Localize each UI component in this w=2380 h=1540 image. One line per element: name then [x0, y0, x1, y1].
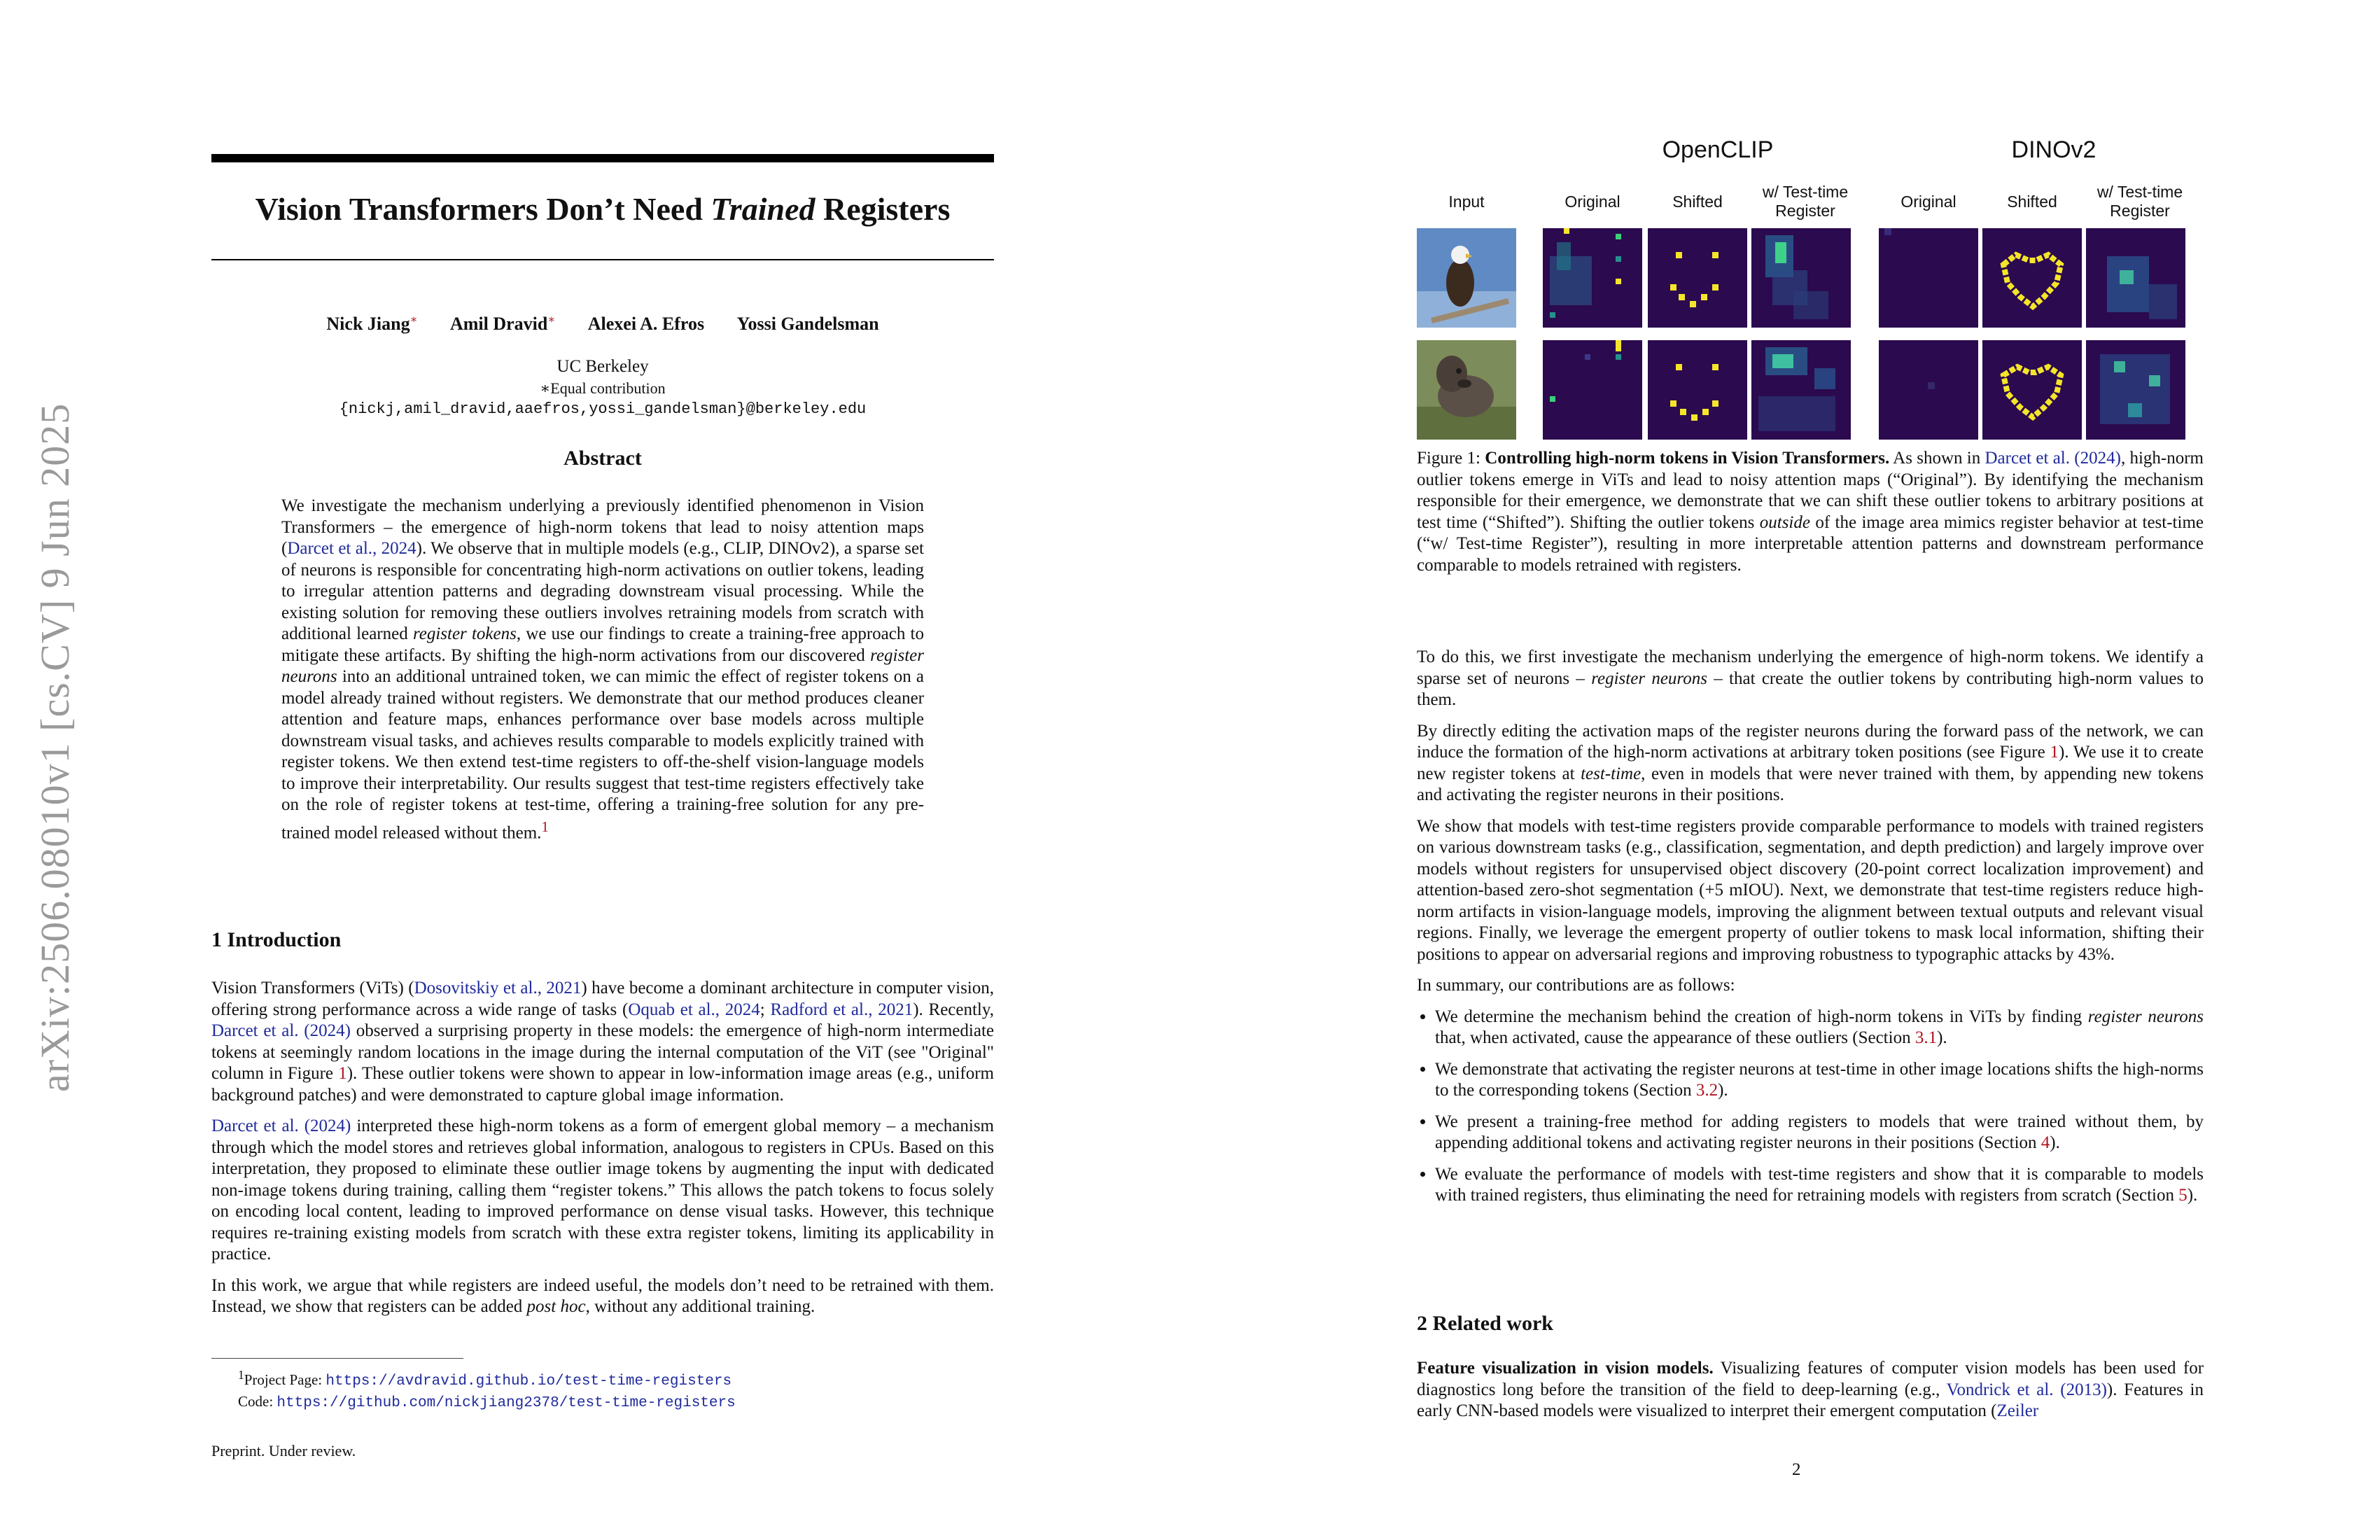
intro-paragraph-2: Darcet et al. (2024) interpreted these high-norm tokens as a form of emergent global memory – a mechanism through which the model stores and retrieves global information, analogous to registers in CPUs. Based on this interpretation, they proposed to eliminate these outlier image tokens by augmenting the input with dedicated non-image tokens during training, calling them “register tokens.” This allows the patch tokens to focus solely on encoding local content, leading to improved performance on dense visual tasks. However, this technique requires re-training existing models from scratch with these extra register tokens, limiting its applicability in practice.: [211, 1116, 994, 1264]
equal-contribution-note: ∗Equal contribution: [540, 379, 666, 397]
author-3: Alexei A. Efros: [587, 313, 705, 334]
author-1: Nick Jiang∗: [326, 313, 418, 334]
heatmap-dinov2-test-time-register: [2086, 228, 2185, 328]
citation-radford-2021[interactable]: Radford et al., 2021: [770, 1000, 913, 1019]
list-item: • We present a training-free method for adding registers to models that were trained without them, by appending additional tokens and activating register neurons in their positions (Section 4).: [1435, 1112, 2204, 1154]
abstract-heading: Abstract: [564, 447, 642, 470]
section-ref[interactable]: 3.2: [1695, 1081, 1718, 1100]
footnote: $^1$Project Page: https://avdravid.github.io/test-time-registers Code: https://github.com/nickjiang2378/test-time-registers: [238, 1368, 736, 1411]
contributions-list: [1417, 1007, 2204, 1207]
citation-darcet-2024[interactable]: Darcet et al. (2024): [211, 1021, 351, 1040]
intro-paragraph-1: Vision Transformers (ViTs) (Dosovitskiy et al., 2021) have become a dominant architecture in computer vision, offering strong performance across a wide range of tasks (Oquab et al., 2024; Radford et al., 2021). Recently, Darcet et al. (2024) observed a surprising property in these models: the emergence of high-norm intermediate tokens at seemingly random locations in the image during the internal computation of the ViT (see "Original" column in Figure 1). These outlier tokens were shown to appear in low-information image areas (e.g., uniform background patches) and were demonstrated to capture global image information.: [211, 979, 994, 1105]
citation-oquab-2024[interactable]: Oquab et al., 2024: [628, 1000, 760, 1019]
related-work-body: [1417, 1358, 2204, 1432]
citation-dosovitskiy-2021[interactable]: Dosovitskiy et al., 2021: [414, 979, 582, 997]
heatmap-openclip-shifted-row2: [1648, 340, 1747, 440]
footnote-rule: [211, 1358, 463, 1359]
figure-ref[interactable]: 1: [2050, 743, 2059, 762]
right-paragraph-3: We show that models with test-time registers provide comparable performance to models with trained registers on various downstream tasks (e.g., classification, segmentation, and depth prediction) and largely improve over models without registers for unsupervised object discovery (20-point correct localization improvement) and attention-based zero-shot segmentation (+5 mIOU). Next, we demonstrate that test-time registers reduce high-norm artifacts in vision-language models, improving the alignment between textual outputs and relevant visual regions. Finally, we leverage the emergent property of outlier tokens to mask local information, shifting their positions to appear on adversarial regions and improving robustness to typographic attacks by 43%.: [1417, 816, 2204, 964]
abstract-paragraph: We investigate the mechanism underlying a previously identified phenomenon in Vision Transformers – the emergence of high-norm tokens that lead to noisy attention maps (Darcet et al., 2024). We observe that in multiple models (e.g., CLIP, DINOv2), a sparse set of neurons is responsible for concentrating high-norm activations on outlier tokens, leading to irregular attention patterns and degrading downstream visual processing. While the existing solution for removing these outliers involves retraining models from scratch with additional learned register tokens, we use our findings to create a training-free approach to mitigate these artifacts. By shifting the high-norm activations from our discovered register neurons into an additional untrained token, we can mimic the effect of register tokens on a model already trained without registers. We demonstrate that our method produces cleaner attention and feature maps, enhances performance over base models across multiple downstream visual tasks, and achieves results comparable to models explicitly trained with register tokens. We then extend test-time registers to off-the-shelf vision-language models to improve their interpretability. Our results suggest that test-time registers effectively take on the role of register tokens at test-time, offering a training-free solution for any pre-trained model released without them.$^1$: [281, 496, 924, 842]
figure-caption: [1417, 448, 2204, 586]
heatmap-openclip-original: [1543, 228, 1642, 328]
introduction-body: [211, 978, 994, 1328]
intro-paragraph-3: In this work, we argue that while registers are indeed useful, the models don’t need to be retrained with them. Instead, we show that registers can be added post hoc, without any additional training.: [211, 1275, 994, 1316]
col-label-test-time-register: w/ Test-time Register: [2096, 183, 2183, 220]
title-italic: Trained: [710, 191, 816, 227]
author-emails: {nickj,amil_dravid,aaefros,yossi_gandelsman}@berkeley.edu: [339, 400, 867, 418]
footnote-ref[interactable]: 1: [541, 818, 549, 835]
section-ref[interactable]: 3.1: [1914, 1028, 1938, 1047]
heatmap-openclip-test-time-register: [1751, 228, 1851, 328]
paper-title: [211, 190, 994, 227]
heatmap-dinov2-test-time-register-row2: [2086, 340, 2185, 440]
title-rule-top: [211, 154, 994, 162]
caption-text: Figure 1: Controlling high-norm tokens in Vision Transformers. As shown in Darcet et al. (2024), high-norm outlier tokens emerge in ViTs and lead to noisy attention maps (“Original”). By identifying the mechanism responsible for their emergence, we demonstrate that we can shift these outlier tokens to arbitrary positions at test time (“Shifted”). Shifting the outlier tokens outside of the image area mimics register behavior at test-time (“w/ Test-time Register”), resulting in more interpretable attention patterns and downstream performance comparable to models retrained with registers.: [1417, 449, 2204, 575]
author-2: Amil Dravid∗: [449, 313, 556, 334]
page-number: 2: [1792, 1460, 1801, 1479]
input-image-eagle: [1417, 228, 1516, 328]
col-label-input: Input: [1448, 192, 1485, 211]
col-label-original: Original: [1564, 192, 1620, 211]
heatmap-openclip-original-row2: [1543, 340, 1642, 440]
list-item: • We determine the mechanism behind the creation of high-norm tokens in ViTs by finding register neurons that, when activated, cause the appearance of these outliers (Section 3.1).: [1435, 1007, 2204, 1049]
abstract-body: [281, 496, 924, 853]
right-paragraph-1: To do this, we first investigate the mechanism underlying the emergence of high-norm tokens. We identify a sparse set of neurons – register neurons – that create the outlier tokens by contributing high-norm values to them.: [1417, 648, 2204, 709]
col-label-shifted: Shifted: [2007, 192, 2057, 211]
heatmap-dinov2-shifted-row2: [1982, 340, 2082, 440]
col-label-original: Original: [1900, 192, 1956, 211]
related-paragraph-1: Feature visualization in vision models. Visualizing features of computer vision models has been used for diagnostics long before the transition of the field to deep-learning (e.g., Vondrick et al. (2013)). Features in early CNN-based models were visualized to interpret their emergent computation (Zeiler: [1417, 1359, 2204, 1420]
arxiv-stamp: arXiv:2506.08010v1 [cs.CV] 9 Jun 2025: [32, 402, 78, 1092]
group-label-dinov2: DINOv2: [2011, 136, 2096, 163]
col-label-shifted: Shifted: [1672, 192, 1723, 211]
section-ref[interactable]: 5: [2178, 1186, 2188, 1205]
title-part1: Vision Transformers Don’t Need: [255, 191, 711, 227]
right-paragraph-2: By directly editing the activation maps of the register neurons during the forward pass of the network, we can induce the formation of the high-norm activations at arbitrary token positions (see Figure 1). We use it to create new register tokens at test-time, even in models that were never trained with them, by appending new tokens and activating the register neurons in their positions.: [1417, 721, 2204, 804]
heatmap-dinov2-original: [1879, 228, 1978, 328]
preprint-note: Preprint. Under review.: [211, 1442, 356, 1460]
section-ref[interactable]: 4: [2040, 1133, 2050, 1152]
author-list: [211, 312, 994, 335]
heatmap-openclip-test-time-register-row2: [1751, 340, 1851, 440]
affiliation: UC Berkeley: [556, 357, 649, 376]
section-heading-related-work: 2 Related work: [1417, 1312, 1553, 1335]
right-paragraph-4: In summary, our contributions are as follows:: [1417, 976, 1735, 995]
citation-vondrick-2013[interactable]: Vondrick et al. (2013): [1946, 1380, 2107, 1399]
project-page-link[interactable]: https://avdravid.github.io/test-time-registers: [326, 1373, 732, 1390]
citation-darcet-2024[interactable]: Darcet et al. (2024): [1984, 449, 2121, 468]
citation-zeiler[interactable]: Zeiler: [1996, 1401, 2039, 1420]
title-rule-bottom: [211, 259, 994, 260]
code-link[interactable]: https://github.com/nickjiang2378/test-time-registers: [276, 1395, 736, 1411]
right-column-body: [1417, 647, 2204, 1217]
input-image-dog: [1417, 340, 1516, 440]
list-item: • We demonstrate that activating the register neurons at test-time in other image locations shifts the high-norms to the corresponding tokens (Section 3.2).: [1435, 1059, 2204, 1102]
heatmap-dinov2-shifted: [1982, 228, 2082, 328]
col-label-test-time-register: w/ Test-time Register: [1762, 183, 1849, 220]
heatmap-openclip-shifted: [1648, 228, 1747, 328]
group-label-openclip: OpenCLIP: [1662, 136, 1774, 163]
citation-darcet-2024[interactable]: Darcet et al. (2024): [211, 1116, 351, 1135]
figure-ref[interactable]: 1: [338, 1064, 347, 1083]
figure-1: [1417, 136, 2204, 444]
citation-darcet-2024[interactable]: Darcet et al., 2024: [287, 539, 416, 558]
author-4: Yossi Gandelsman: [736, 313, 879, 334]
heatmap-dinov2-original-row2: [1879, 340, 1978, 440]
section-heading-introduction: 1 Introduction: [211, 928, 342, 951]
title-part2: Registers: [815, 191, 951, 227]
list-item: • We evaluate the performance of models with test-time registers and show that it is comparable to models with trained registers, thus eliminating the need for retraining models with registers from scratch (Section 5).: [1435, 1164, 2204, 1207]
